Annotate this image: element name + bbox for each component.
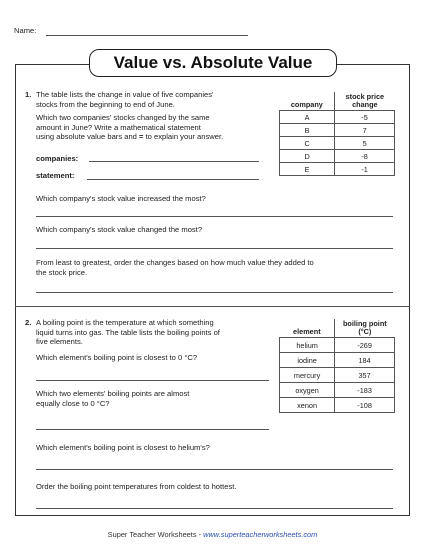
name-field[interactable] [46, 35, 248, 36]
cell-change: 5 [335, 137, 395, 150]
stock-table-header [280, 92, 395, 111]
cell-boiling-point: 184 [335, 353, 395, 368]
q1-question-order: From least to greatest, order the changes based on how much value they added to the stock price. [36, 258, 314, 277]
cell-change: 7 [335, 124, 395, 137]
table-row [280, 137, 395, 150]
table-row [280, 398, 395, 413]
q2-intro: A boiling point is the temperature at which something liquid turns into gas. The table lists the boiling points of five elements. [36, 318, 220, 347]
cell-boiling-point: -269 [335, 338, 395, 353]
table-row [280, 353, 395, 368]
q2-question-closest-zero: Which element's boiling point is closest to 0 °C? [36, 353, 198, 362]
q2-question-helium: Which element's boiling point is closest to helium's? [36, 443, 210, 452]
q2-number: 2. [25, 318, 32, 327]
q1-number: 1. [25, 90, 32, 99]
answer-line[interactable] [36, 429, 269, 430]
cell-change: -8 [335, 150, 395, 163]
section-divider [15, 306, 410, 307]
footer [0, 530, 425, 539]
table-row [280, 368, 395, 383]
stock-table [279, 92, 395, 176]
cell-element: oxygen [280, 383, 335, 398]
boiling-table-header [280, 319, 395, 338]
column-header-element: element [280, 319, 335, 338]
answer-line[interactable] [36, 380, 269, 381]
cell-boiling-point: -183 [335, 383, 395, 398]
statement-answer-line[interactable] [87, 179, 259, 180]
table-row [280, 111, 395, 124]
column-header-boiling-point: boiling point (°C) [335, 319, 395, 338]
column-header-company: company [280, 92, 335, 111]
footer-separator: - [196, 530, 204, 539]
q2-question-two-elements: Which two elements' boiling points are almost equally close to 0 °C? [36, 389, 190, 408]
boiling-point-table [279, 319, 395, 413]
table-row [280, 124, 395, 137]
table-row [280, 383, 395, 398]
companies-label: companies: [36, 154, 79, 163]
cell-change: -1 [335, 163, 395, 176]
table-row [280, 338, 395, 353]
cell-company: D [280, 150, 335, 163]
cell-element: helium [280, 338, 335, 353]
cell-element: xenon [280, 398, 335, 413]
answer-line[interactable] [36, 469, 393, 470]
answer-line[interactable] [36, 216, 393, 217]
q1-intro: The table lists the change in value of five companies' stocks from the beginning to end of June. [36, 90, 214, 109]
column-header-stock-change: stock price change [335, 92, 395, 111]
cell-company: A [280, 111, 335, 124]
q1-question-changed: Which company's stock value changed the most? [36, 225, 203, 234]
q1-question-increase: Which company's stock value increased the most? [36, 194, 206, 203]
footer-site-name: Super Teacher Worksheets [107, 530, 197, 539]
cell-boiling-point: -108 [335, 398, 395, 413]
table-row [280, 163, 395, 176]
q1-prompt: Which two companies' stocks changed by the same amount in June? Write a mathematical statement using absolute value bars and = to explain your answer. [36, 113, 224, 142]
cell-boiling-point: 357 [335, 368, 395, 383]
cell-element: iodine [280, 353, 335, 368]
cell-company: E [280, 163, 335, 176]
answer-line[interactable] [36, 248, 393, 249]
statement-label: statement: [36, 171, 75, 180]
companies-answer-line[interactable] [89, 161, 259, 162]
cell-company: C [280, 137, 335, 150]
name-label: Name: [14, 26, 37, 35]
cell-change: -5 [335, 111, 395, 124]
q2-question-order: Order the boiling point temperatures from coldest to hottest. [36, 482, 237, 491]
footer-url-link[interactable]: www.superteacherworksheets.com [203, 530, 318, 539]
cell-element: mercury [280, 368, 335, 383]
cell-company: B [280, 124, 335, 137]
answer-line[interactable] [36, 292, 393, 293]
answer-line[interactable] [36, 508, 393, 509]
table-row [280, 150, 395, 163]
worksheet-title: Value vs. Absolute Value [89, 49, 337, 77]
